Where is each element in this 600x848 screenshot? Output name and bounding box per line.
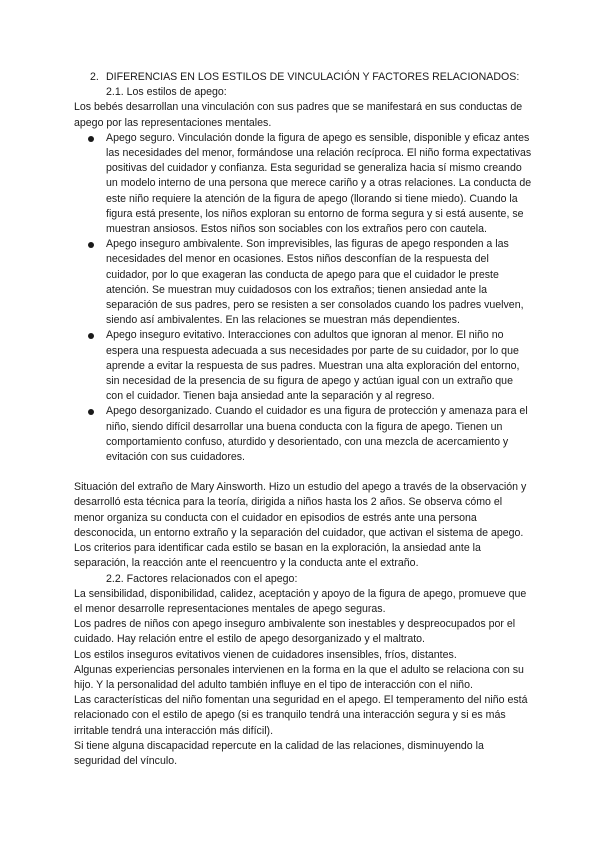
list-item-text: Apego inseguro evitativo. Interacciones con adultos que ignoran al menor. El niño no espera una respuesta adecuada a sus necesidades por parte de su cuidador, por lo que aprende a evitar la respuesta de sus padres. Muestran una alta exploración del entorno, sin necesidad de la presencia de su figura de apego y actúan igual con un extraño que con el cuidador. Tienen baja ansiedad ante la separación y al regreso.: [106, 329, 520, 403]
page-content: [74, 70, 532, 769]
paragraph-gap: [74, 465, 532, 480]
list-item-text: Apego inseguro ambivalente. Son imprevisibles, las figuras de apego responden a las necesidades del menor en ocasiones. Estos niños desconfían de la respuesta del cuidador, por lo que exageran las conducta de apego para que el cuidador le preste atención. Se muestran muy cuidadosos con los extraños; tienen ansiedad ante la separación de sus padres, pero se resisten a ser consolados cuando los padres vuelven, siendo así ambivalentes. En las relaciones se muestran más dependientes.: [106, 238, 524, 327]
ainsworth-paragraph: Situación del extraño de Mary Ainsworth. Hizo un estudio del apego a través de la observación y desarrolló esta técnica para la teoría, dirigida a niños hasta los 2 años. Se observa cómo el menor organiza su conducta con el cuidador en episodios de estrés ante una persona desconocida, un entorno extraño y la separación del cuidador, que activan el sistema de apego. Los criterios para identificar cada estilo se basan en la exploración, la ansiedad ante la separación, la reacción ante el reencuentro y la conducta ante el extraño.: [74, 481, 527, 570]
factor-paragraph-sensibilidad: La sensibilidad, disponibilidad, calidez, aceptación y apoyo de la figura de apego, promueve que el menor desarrolle representaciones mentales de apego seguras.: [74, 587, 527, 615]
list-item-apego-evitativo: [74, 328, 532, 404]
factor-paragraph-ambivalente: Los padres de niños con apego inseguro ambivalente son inestables y despreocupados por el cuidado. Hay relación entre el estilo de apego desorganizado y el maltrato.: [74, 618, 516, 646]
subsection-title-estilos: 2.1. Los estilos de apego:: [106, 86, 227, 99]
section-heading: [74, 70, 532, 85]
bullet-icon: [88, 333, 94, 339]
attachment-styles-list: [74, 131, 532, 465]
factor-paragraph-evitativo: Los estilos inseguros evitativos vienen de cuidadores insensibles, fríos, distantes.: [74, 648, 457, 661]
intro-paragraph: Los bebés desarrollan una vinculación con sus padres que se manifestará en sus conductas de apego por las representaciones mentales.: [74, 101, 523, 129]
factor-paragraph-experiencias: Algunas experiencias personales intervienen en la forma en la que el adulto se relaciona con su hijo. Y la personalidad del adulto también influye en el tipo de interacción con el niño.: [74, 663, 524, 691]
section-number: 2.: [90, 71, 99, 83]
list-item-apego-desorganizado: [74, 404, 532, 465]
subsection-title-factores: 2.2. Factores relacionados con el apego:: [106, 572, 298, 585]
bullet-icon: [88, 136, 94, 142]
list-item-apego-seguro: [74, 131, 532, 237]
list-item-text: Apego seguro. Vinculación donde la figura de apego es sensible, disponible y eficaz antes las necesidades del menor, formándose una relación recíproca. El niño forma expectativas positivas del cuidador y confianza. Esta seguridad se generaliza hacia sí mismo creando un modelo interno de una persona que merece cariño y a otras relaciones. La conducta de este niño requiere la atención de la figura de apego (llorando si tiene miedo). Cuando la figura está presente, los niños exploran su entorno de forma segura y si está ausente, se muestran ansiosos. Estos niños son sociables con los extraños pero con cautela.: [106, 131, 532, 236]
bullet-icon: [88, 242, 94, 248]
factor-paragraph-caracteristicas: Las características del niño fomentan una seguridad en el apego. El temperamento del niño está relacionado con el estilo de apego (si es tranquilo tendrá una interacción segura y si es más irritable tendrá una interacción más difícil).: [74, 694, 528, 737]
list-item-apego-ambivalente: [74, 237, 532, 328]
bullet-icon: [88, 409, 94, 415]
section-title: DIFERENCIAS EN LOS ESTILOS DE VINCULACIÓN Y FACTORES RELACIONADOS:: [106, 71, 520, 83]
factor-paragraph-discapacidad: Si tiene alguna discapacidad repercute en la calidad de las relaciones, disminuyendo la seguridad del vínculo.: [74, 739, 484, 767]
list-item-text: Apego desorganizado. Cuando el cuidador es una figura de protección y amenaza para el niño, siendo difícil desarrollar una buena conducta con la figura de apego. Tienen un comportamiento confuso, aturdido y desorientado, con una mezcla de acercamiento y evitación con sus cuidadores.: [106, 405, 528, 464]
